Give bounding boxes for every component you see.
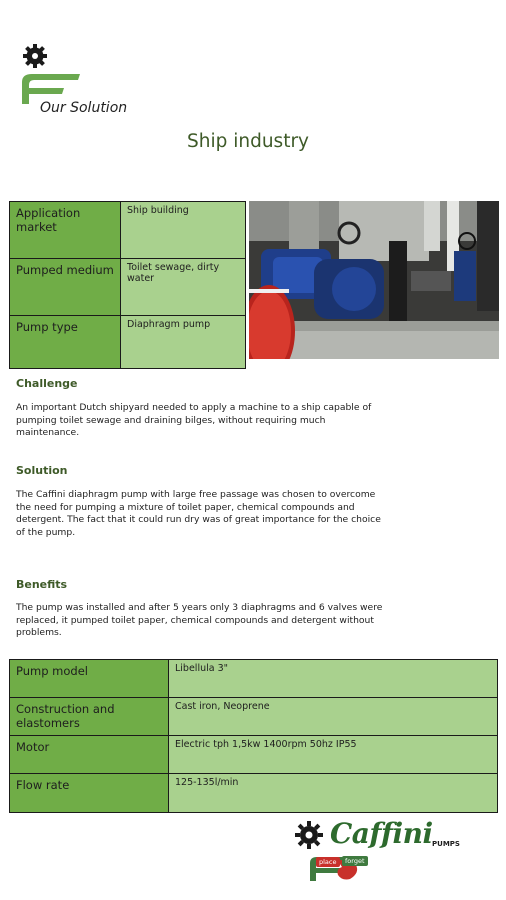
caffini-brand-logo — [294, 817, 474, 885]
pump-spec-table — [9, 659, 498, 813]
gear-icon — [294, 820, 324, 850]
caffini-logo-mark — [20, 44, 90, 108]
table-row — [10, 736, 498, 774]
benefits-body: The pump was installed and after 5 years only 3 diaphragms and 6 valves were replaced, it pumped toilet paper, chemical compounds and detergent without problems. — [16, 602, 383, 638]
pump-type-label: Pump type — [10, 316, 121, 369]
challenge-heading: Challenge — [16, 377, 78, 390]
flow-rate-label: Flow rate — [10, 774, 169, 813]
table-row — [10, 774, 498, 813]
brand-suffix: PUMPS — [432, 840, 460, 848]
page-title: Ship industry — [186, 131, 309, 152]
table-row — [10, 259, 246, 316]
table-row — [10, 660, 498, 698]
brand-tag-forget: forget — [342, 856, 368, 866]
table-row — [10, 698, 498, 736]
pump-model-value: Libellula 3" — [169, 660, 498, 698]
construction-label: Construction and elastomers — [10, 698, 169, 736]
pump-type-value: Diaphragm pump — [121, 316, 246, 369]
pumped-medium-label: Pumped medium — [10, 259, 121, 316]
application-market-label: Application market — [10, 202, 121, 259]
application-market-value: Ship building — [121, 202, 246, 259]
pumped-medium-value: Toilet sewage, dirty water — [121, 259, 246, 316]
our-solution-label: Our Solution — [40, 100, 128, 116]
gear-icon — [23, 44, 47, 68]
construction-value: Cast iron, Neoprene — [169, 698, 498, 736]
table-row — [10, 316, 246, 369]
pump-installation-photo — [249, 201, 499, 359]
application-table — [9, 201, 246, 369]
solution-body: The Caffini diaphragm pump with large free passage was chosen to overcome the need for pumping a mixture of toilet paper, chemical compounds and detergent. The fact that it could run dry was of great importance for the choice of the pump. — [16, 489, 381, 538]
brand-name: Caffini — [330, 817, 433, 850]
challenge-body: An important Dutch shipyard needed to apply a machine to a ship capable of pumping toilet sewage and draining bilges, without requiring much maintenance. — [16, 402, 372, 438]
pump-model-label: Pump model — [10, 660, 169, 698]
brand-tag-place: place — [316, 857, 340, 867]
solution-heading: Solution — [16, 464, 68, 477]
table-row — [10, 202, 246, 259]
motor-value: Electric tph 1,5kw 1400rpm 50hz IP55 — [169, 736, 498, 774]
motor-label: Motor — [10, 736, 169, 774]
benefits-heading: Benefits — [16, 578, 68, 591]
flow-rate-value: 125-135l/min — [169, 774, 498, 813]
